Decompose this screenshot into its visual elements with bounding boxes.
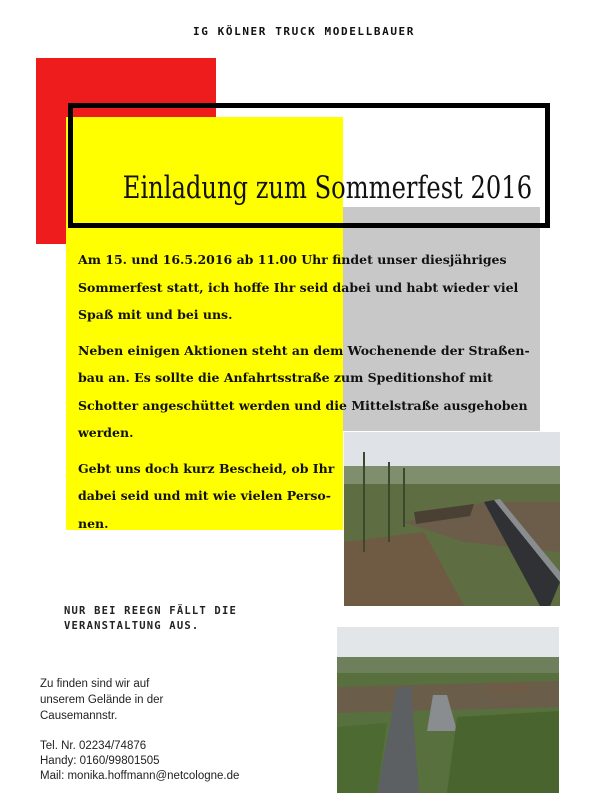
location-info (40, 676, 240, 724)
title-frame (68, 103, 550, 228)
contact-info (40, 739, 280, 784)
location-line-3: Causemannstr. (40, 710, 118, 722)
body-paragraph-roadwork (78, 337, 550, 447)
rain-notice-line-1: NUR BEI REEGN FÄLLT DIE (64, 605, 237, 617)
rain-notice-line-2: VERANSTALTUNG AUS. (64, 620, 200, 632)
body-paragraph-roadwork-text: Neben einigen Aktionen steht an dem Wochenende der Straßen-bau an. Es sollte die Anfahrtsstraße zum Speditionshof mit Schotter angeschüttet werden und die Mittelstraße ausgehoben werden. (78, 342, 530, 440)
track-photo-1 (344, 432, 560, 606)
track-photo-2-image (337, 627, 559, 793)
invitation-title: Einladung zum Sommerfest 2016 (122, 170, 533, 206)
organization-header: IG KÖLNER TRUCK MODELLBAUER (192, 25, 415, 38)
location-line-2: unserem Gelände in der (40, 694, 164, 706)
body-paragraph-rsvp (78, 455, 343, 538)
contact-mobile: Handy: 0160/99801505 (40, 755, 160, 767)
track-photo-1-image (344, 432, 560, 606)
body-paragraph-date (78, 246, 550, 329)
location-line-1: Zu finden sind wir auf (40, 678, 150, 690)
body-paragraph-rsvp-text: Gebt uns doch kurz Bescheid, ob Ihr dabei seid und mit wie vielen Perso-nen. (78, 460, 335, 531)
contact-mail[interactable]: Mail: monika.hoffmann@netcologne.de (40, 770, 240, 782)
body-paragraph-date-text: Am 15. und 16.5.2016 ab 11.00 Uhr findet unser diesjähriges Sommerfest statt, ich hoffe Ihr seid dabei und habt wieder viel Spaß mit und bei uns. (78, 252, 519, 322)
rain-notice (64, 604, 284, 634)
contact-phone: Tel. Nr. 02234/74876 (40, 740, 147, 752)
track-photo-2 (337, 627, 559, 793)
